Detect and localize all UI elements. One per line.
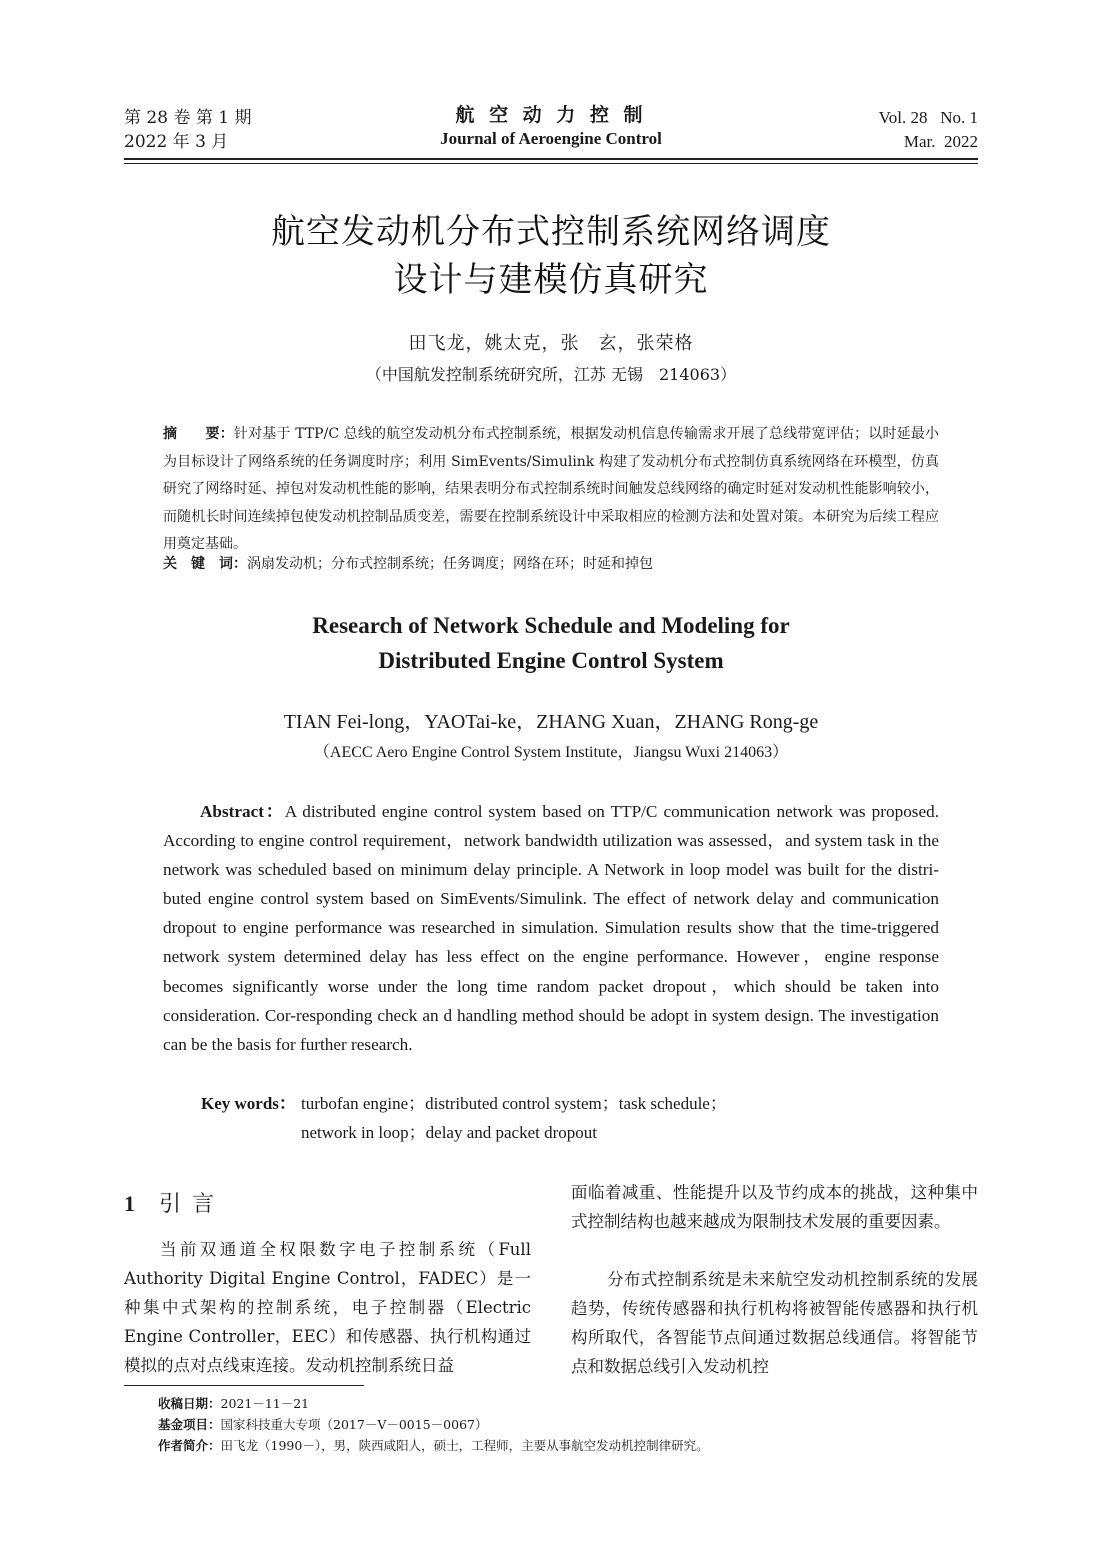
keywords-en-label: Key words：: [201, 1094, 296, 1113]
paper-title-cn-line2: 设计与建模仿真研究: [393, 260, 709, 300]
header-rule-thin: [124, 163, 978, 164]
affiliation-en: （AECC Aero Engine Control System Institute，Jiangsu Wuxi 214063）: [313, 744, 789, 761]
paper-title-en-line1: Research of Network Schedule and Modeling for: [312, 613, 790, 638]
authors-cn: 田飞龙，姚太克，张 玄，张荣格: [408, 333, 694, 354]
body-paragraph-right-continued: 面临着减重、性能提升以及节约成本的挑战，这种集中式控制结构也越来越成为限制技术发展的重要因素。: [571, 1183, 978, 1231]
section-heading: [124, 1189, 216, 1220]
keywords-cn: [163, 551, 939, 578]
journal-name-en: Journal of Aeroengine Control: [440, 129, 662, 148]
abstract-en: [163, 797, 939, 1059]
keywords-cn-text: 涡扇发动机；分布式控制系统；任务调度；网络在环；时延和掉包: [247, 556, 653, 572]
footnote-fund-label: 基金项目：: [158, 1417, 221, 1432]
section-number: 1: [124, 1191, 137, 1216]
paper-title-cn: [120, 208, 982, 304]
abstract-en-label: Abstract：: [200, 802, 285, 821]
keywords-cn-label: 关 键 词：: [163, 556, 247, 572]
footnote-received-date: 2021－11－21: [220, 1396, 310, 1411]
header-date-en: Mar. 2022: [903, 132, 978, 151]
keywords-en-line1: turbofan engine；distributed control system；task schedule；: [301, 1094, 727, 1113]
paper-title-en-line2: Distributed Engine Control System: [378, 648, 724, 673]
header-volume-issue-en: Vol. 28 No. 1: [878, 108, 978, 127]
footnote-received-label: 收稿日期：: [158, 1396, 221, 1411]
abstract-cn-label: 摘 要：: [163, 426, 234, 442]
keywords-en: [301, 1089, 861, 1147]
body-paragraph-left: 当前双通道全权限数字电子控制系统（Full Authority Digital Engine Control，FADEC）是一种集中式架构的控制系统，电子控制器（Electric Engine Controller，EEC）和传感器、执行机构通过模拟的点对点线束连接。发动机控制系统日益: [124, 1240, 531, 1375]
affiliation-cn: （中国航发控制系统研究所，江苏 无锡 214063）: [365, 365, 737, 384]
header-volume-en: [879, 106, 978, 154]
paper-title-en: [120, 608, 982, 678]
abstract-cn-text: 针对基于 TTP/C 总线的航空发动机分布式控制系统，根据发动机信息传输需求开展了总线带宽评估；以时延最小为目标设计了网络系统的任务调度时序；利用 SimEvents/Simulink 构建了发动机分布式控制仿真系统网络在环模型，仿真研究了网络时延、掉包对发动机性能的影响，结果表明分布式控制系统时间触发总线网络的确定时延对发动机性能影响较小，而随机长时间连续掉包使发动机控制品质变差，需要在控制系统设计中采取相应的检测方法和处置对策。本研究为后续工程应用奠定基础。: [163, 426, 940, 552]
footnote-author-label: 作者简介：: [158, 1438, 221, 1453]
header-volume-issue-cn: 第 28 卷 第 1 期: [124, 108, 252, 128]
abstract-en-text: A distributed engine control system based on TTP/C communication network was proposed. According to engine control requirement，network bandwidth utilization was assessed，and system task in the network was scheduled based on minimum delay principle. A Network in loop model was built for the distri-buted engine control system based on SimEvents/Simulink. The effect of network delay and communication dropout to engine performance was researched in simulation. Simulation results show that the time-triggered network system determined delay has less effect on the engine performance. However，engine response becomes significantly worse under the long time random packet dropout，which should be taken into consideration. Cor-responding check an d handling method should be adopt in system design. The investigation can be the basis for further research.: [163, 802, 939, 1054]
section-title: 引 言: [159, 1192, 216, 1217]
journal-name-cn: 航 空 动 力 控 制: [455, 104, 647, 126]
header-date-cn: 2022 年 3 月: [124, 132, 229, 152]
footnote-author-text: 田飞龙（1990－），男，陕西咸阳人，硕士，工程师，主要从事航空发动机控制律研究。: [220, 1438, 709, 1453]
header-volume-cn: [124, 106, 251, 154]
body-paragraph-right: 分布式控制系统是未来航空发动机控制系统的发展趋势，传统传感器和执行机构将被智能传感器和执行机构所取代，各智能节点间通过数据总线通信。将智能节点和数据总线引入发动机控: [571, 1270, 978, 1376]
abstract-cn: [163, 421, 939, 559]
keywords-en-line2: network in loop；delay and packet dropout: [301, 1123, 598, 1142]
footnote-rule: [124, 1385, 364, 1386]
journal-name: [351, 102, 751, 150]
footnote-fund: [158, 1414, 958, 1435]
footnote-received: [158, 1393, 958, 1414]
footnote-fund-text: 国家科技重大专项（2017－V－0015－0067）: [220, 1417, 488, 1432]
footnote-author: [158, 1435, 958, 1456]
paper-title-cn-line1: 航空发动机分布式控制系统网络调度: [271, 212, 831, 252]
authors-en: TIAN Fei-long，YAOTai-ke，ZHANG Xuan，ZHANG Rong-ge: [283, 711, 819, 733]
header-rule-thick: [124, 158, 978, 160]
